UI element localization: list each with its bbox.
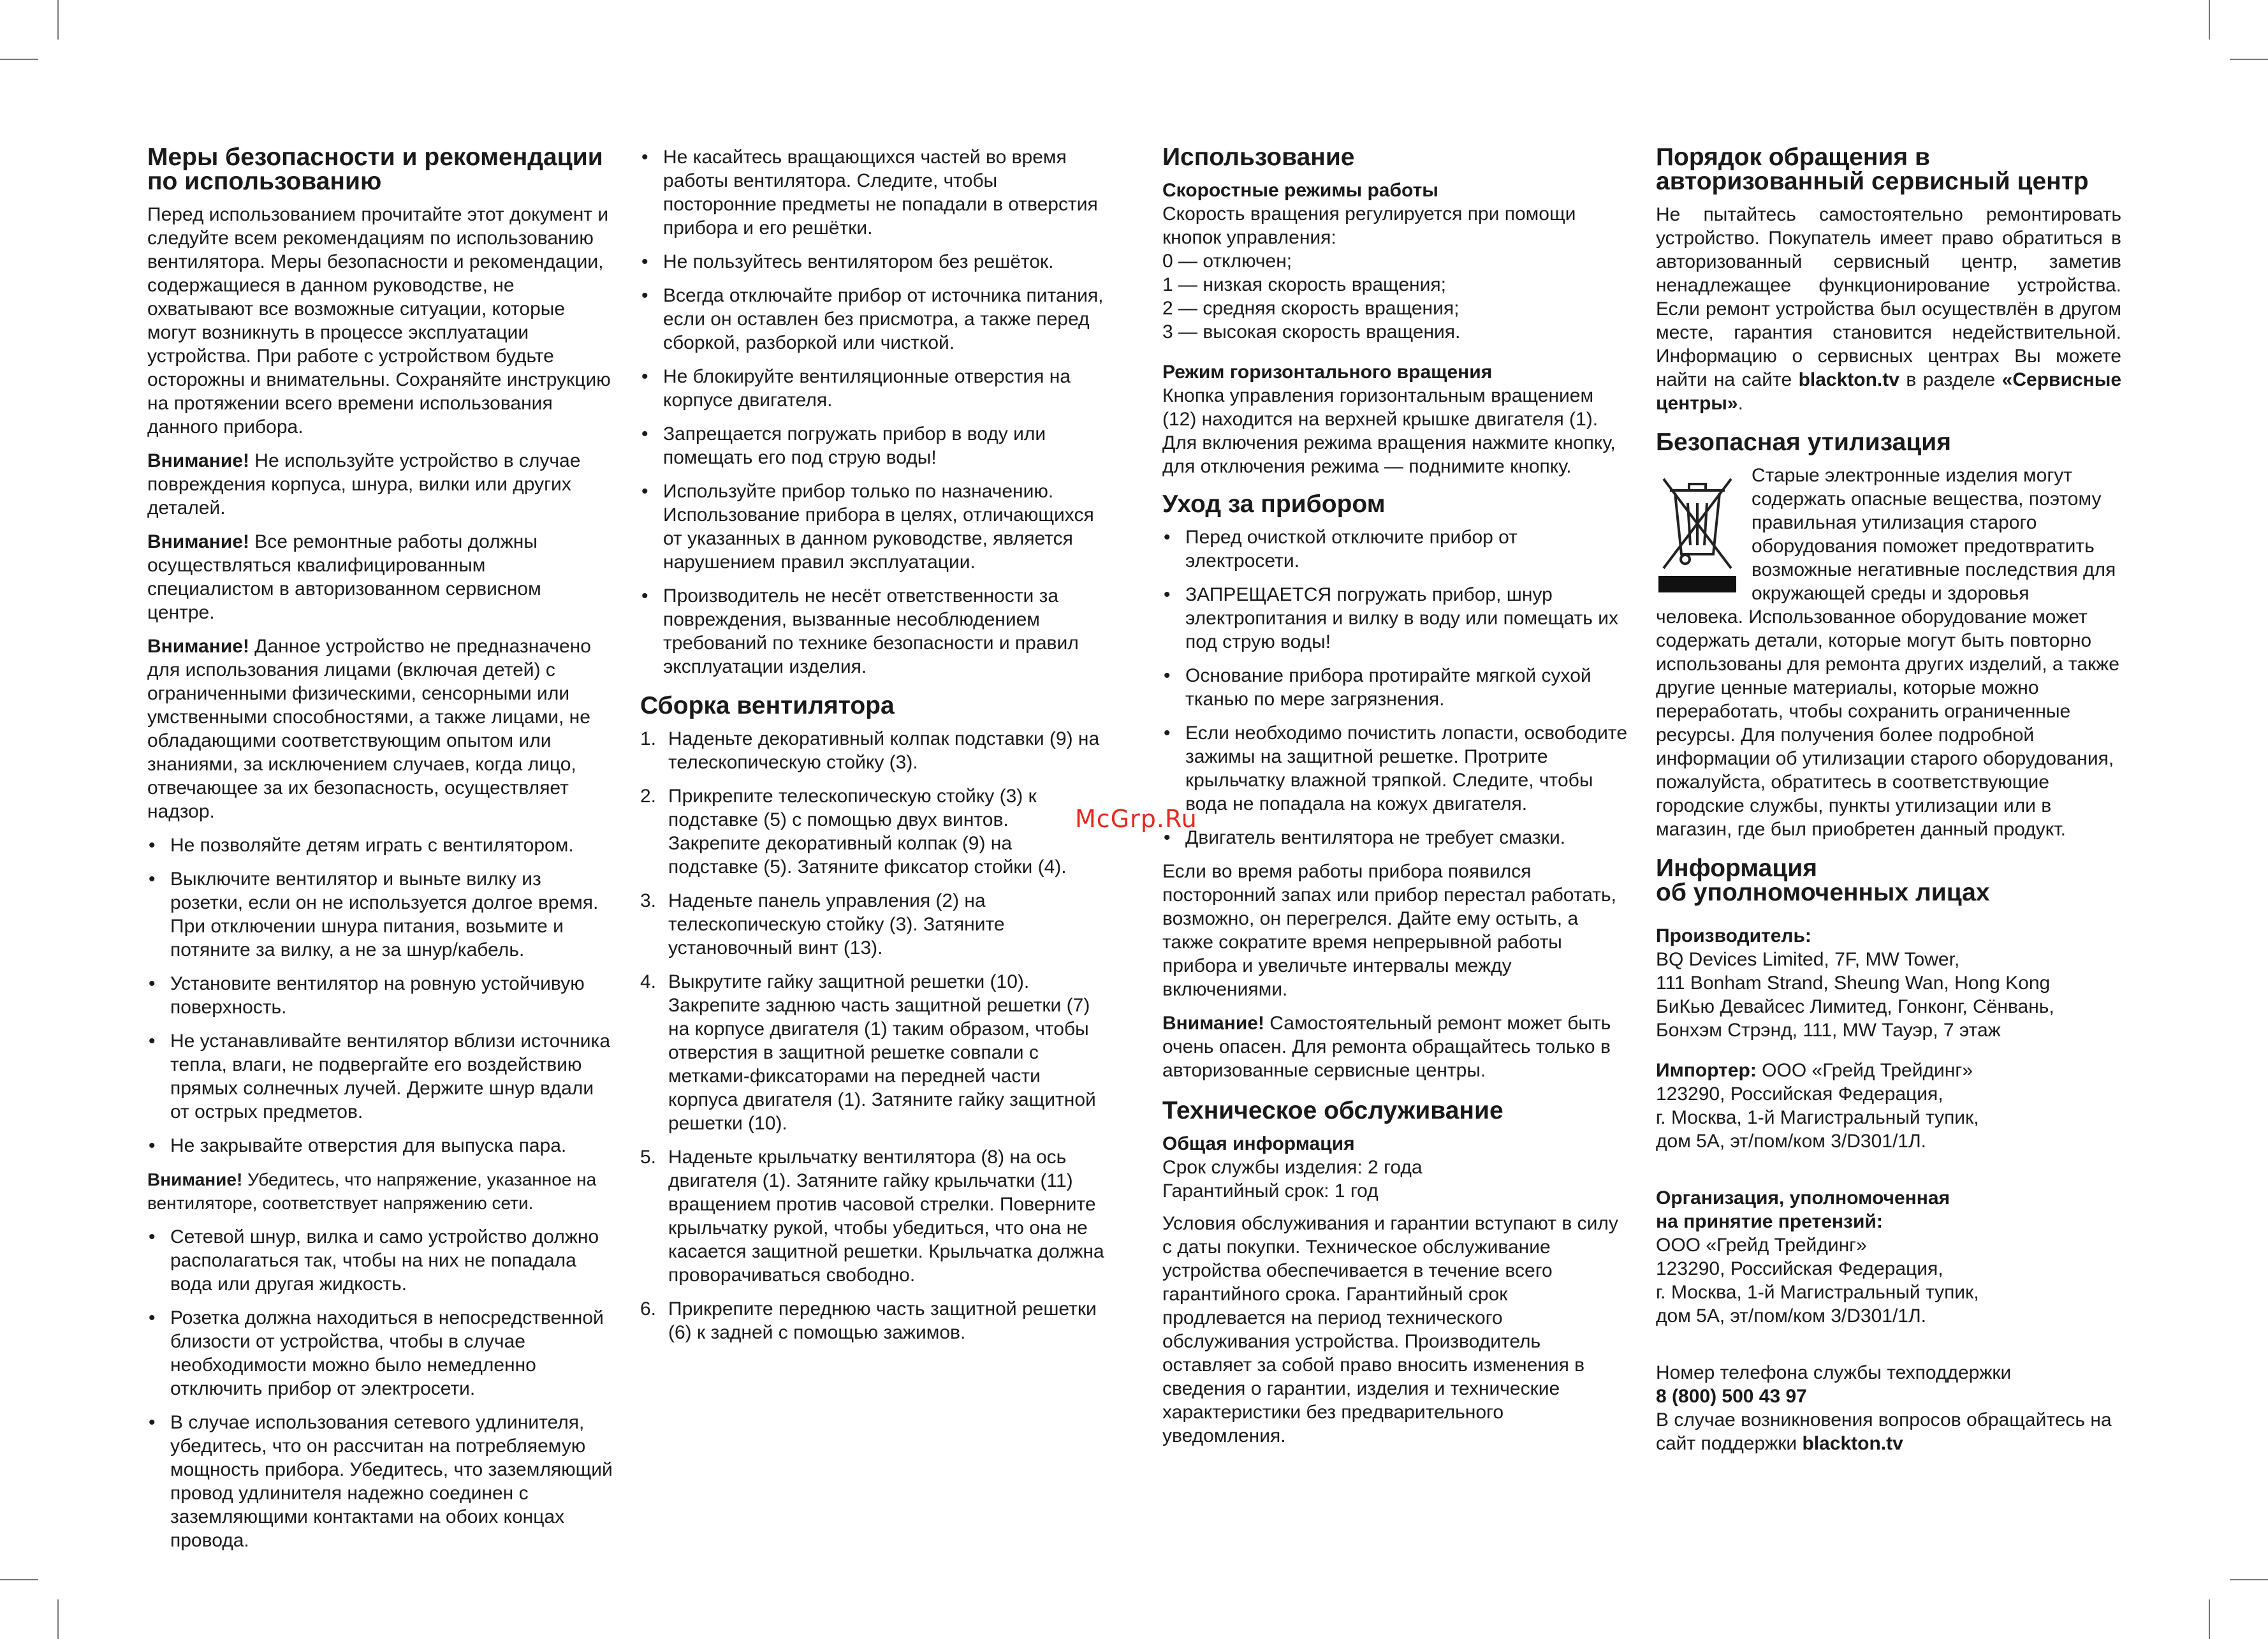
- warning-paragraph: [147, 1168, 613, 1215]
- list-item: • Не закрывайте отверстия для выпуска пара.: [147, 1134, 613, 1158]
- org-line: г. Москва, 1-й Магистральный тупик,: [1656, 1282, 1979, 1303]
- step-text: Наденьте декоративный колпак подставки (9) на телескопическую стойку (3).: [668, 728, 1100, 773]
- list-item: • Не блокируйте вентиляционные отверстия на корпусе двигателя.: [640, 365, 1106, 412]
- safety-list-3: [640, 145, 1106, 679]
- assembly-step: [640, 727, 1106, 774]
- crop-mark: [2230, 1579, 2268, 1580]
- support-text: [1656, 1408, 2121, 1455]
- maintenance-title: Техническое обслуживание: [1162, 1097, 1503, 1124]
- disposal-title: Безопасная утилизация: [1656, 429, 1951, 456]
- assembly-title: Сборка вентилятора: [640, 692, 895, 719]
- service-section-name: «Сервисные центры»: [1656, 369, 2122, 414]
- org-line: дом 5А, эт/пом/ком 3/D301/1Л.: [1656, 1305, 1927, 1327]
- manufacturer-line: БиКью Девайсес Лимитед, Гонконг, Сёнвань,: [1656, 996, 2054, 1017]
- crop-mark: [2209, 1599, 2210, 1639]
- service-title: Порядок обращения в авторизованный сервисный центр: [1656, 143, 2089, 195]
- column-safety: [147, 145, 613, 1562]
- safety-intro: Перед использованием прочитайте этот документ и следуйте всем рекомендациям по использованию вентилятора. Меры безопасности и рекомендации, содержащиеся в данном руководстве, не охватывают все возможные ситуации, которые могут возникнуть в процессе эксплуатации устройства. При работе с устройством будьте осторожны и внимательны. Сохраняйте инструкцию на протяжении всего времени использования данного прибора.: [147, 204, 611, 437]
- info-title-line: об уполномоченных лицах: [1656, 879, 1990, 906]
- speed-modes-title: Скоростные режимы работы: [1162, 180, 1438, 201]
- rotation-text: Кнопка управления горизонтальным вращением (12) находится на верхней крышке двигателя (1). Для включения режима вращения нажмите кнопку, для отключения режима — поднимите кнопку.: [1162, 385, 1616, 477]
- list-item: • ЗАПРЕЩАЕТСЯ погружать прибор, шнур электропитания и вилку в воду или помещать их под струю воды!: [1162, 583, 1628, 654]
- org-label: Организация, уполномоченная: [1656, 1187, 1950, 1209]
- safety-list: [147, 834, 613, 1158]
- assembly-step: [640, 784, 1106, 879]
- warning-label: Внимание!: [1162, 1013, 1264, 1034]
- assembly-step: [640, 1297, 1106, 1344]
- step-number: 4.: [640, 971, 657, 992]
- maintenance-text: Условия обслуживания и гарантии вступают в силу с даты покупки. Техническое обслуживание устройства обеспечивается в течение всего гарантийного срока. Гарантийный срок продлевается на период технического обслуживания устройства. Производитель оставляет за собой право вносить изменения в сведения о гарантии, изделия и технические характеристики без предварительного уведомления.: [1162, 1213, 1618, 1446]
- list-item: • Не касайтесь вращающихся частей во время работы вентилятора. Следите, чтобы посторонние предметы не попадали в отверстия прибора и его решётки.: [640, 145, 1106, 240]
- step-text: Наденьте крыльчатку вентилятора (8) на ось двигателя (1). Затяните гайку крыльчатки (11) вращением против часовой стрелки. Поверните крыльчатку рукой, чтобы убедиться, что она не касается защитной решетки. Крыльчатка должна проворачиваться свободно.: [668, 1147, 1104, 1286]
- importer-label: Импортер:: [1656, 1060, 1757, 1081]
- watermark: McGrp.Ru: [1075, 805, 1197, 833]
- service-text-part: .: [1738, 393, 1743, 414]
- general-info-title: Общая информация: [1162, 1133, 1355, 1154]
- importer-line: 123290, Российская Федерация,: [1656, 1084, 1943, 1105]
- service-text: [1656, 203, 2121, 415]
- list-item: • Не позволяйте детям играть с вентилятором.: [147, 834, 613, 857]
- assembly-step: [640, 889, 1106, 960]
- warning-paragraph: [1162, 1011, 1628, 1082]
- safety-title: Меры безопасности и рекомендации по использованию: [147, 143, 603, 195]
- speed-line: 0 — отключен;: [1162, 251, 1292, 272]
- phone-label: Номер телефона службы техподдержки: [1656, 1362, 2012, 1383]
- support-text-part: В случае возникновения вопросов обращайтесь на сайт поддержки: [1656, 1409, 2112, 1454]
- list-item: • Розетка должна находиться в непосредственной близости от устройства, чтобы в случае необходимости можно было немедленно отключить прибор от электросети.: [147, 1306, 613, 1400]
- list-item: • Всегда отключайте прибор от источника питания, если он оставлен без присмотра, а также перед сборкой, разборкой или чисткой.: [640, 284, 1106, 355]
- safety-list-2: [147, 1225, 613, 1552]
- service-site-link[interactable]: blackton.tv: [1798, 369, 1899, 390]
- odor-text: Если во время работы прибора появился посторонний запах или прибор перестал работать, возможно, он перегрелся. Дайте ему остыть, а также сократите время непрерывной работы прибора и увеличьте интервалы между включениями.: [1162, 861, 1616, 1000]
- info-title: [1656, 856, 2121, 905]
- support-phone[interactable]: 8 (800) 500 43 97: [1656, 1386, 1807, 1407]
- list-item: • Сетевой шнур, вилка и само устройство должно располагаться так, чтобы на них не попадала вода или другая жидкость.: [147, 1225, 613, 1296]
- list-item: • Перед очисткой отключите прибор от электросети.: [1162, 526, 1628, 573]
- warning-text: Самостоятельный ремонт может быть очень опасен. Для ремонта обращайтесь только в авторизованные сервисные центры.: [1162, 1013, 1611, 1081]
- usage-title: Использование: [1162, 143, 1355, 171]
- step-text: Наденьте панель управления (2) на телескопическую стойку (3). Затяните установочный винт (13).: [668, 890, 1005, 959]
- step-number: 5.: [640, 1147, 657, 1168]
- list-item: • Не пользуйтесь вентилятором без решёток.: [640, 250, 1106, 274]
- support-site-link[interactable]: blackton.tv: [1802, 1433, 1903, 1454]
- org-line: ООО «Грейд Трейдинг»: [1656, 1235, 1867, 1256]
- manufacturer-line: BQ Devices Limited, 7F, MW Tower,: [1656, 949, 1960, 970]
- warning-text: Данное устройство не предназначено для использования лицами (включая детей) с ограниченными физическими, сенсорными или умственными способностями, а также лицами, не обладающими соответствующим опытом или знаниями, за исключением случаев, когда лицо, отвечающее за их безопасность, осуществляет надзор.: [147, 636, 591, 822]
- step-text: Прикрепите переднюю часть защитной решетки (6) к задней с помощью зажимов.: [668, 1298, 1097, 1343]
- list-item: • Запрещается погружать прибор в воду или помещать его под струю воды!: [640, 422, 1106, 469]
- manufacturer-label: Производитель:: [1656, 925, 1811, 946]
- importer-line: [1656, 1059, 2121, 1082]
- warning-text: Все ремонтные работы должны осуществляться квалифицированным специалистом в авторизованном сервисном центре.: [147, 531, 541, 623]
- step-number: 2.: [640, 786, 657, 807]
- list-item: • Используйте прибор только по назначению. Использование прибора в целях, отличающихся от указанных в данном руководстве, является нарушением правил эксплуатации.: [640, 480, 1106, 574]
- list-item: • Если необходимо почистить лопасти, освободите зажимы на защитной решетке. Протрите крыльчатку влажной тряпкой. Следите, чтобы вода не попадала на кожух двигателя.: [1162, 721, 1628, 816]
- list-item: • Двигатель вентилятора не требует смазки.: [1162, 826, 1628, 849]
- weee-crossed-bin-icon: [1656, 466, 1739, 594]
- disposal-text: Старые электронные изделия могут содержать опасные вещества, поэтому правильная утилизация старого оборудования поможет предотвратить возможные негативные последствия для окружающей среды и здоровья человека. Использованное оборудование может содержать детали, которые могут быть повторно использованы для ремонта других изделий, а также другие ценные материалы, которые можно переработать, чтобы сохранить ограниченные ресурсы. Для получения более подробной информации об утилизации старого оборудования, пожалуйста, обратитесь в соответствующие городские службы, пункты утилизации или в магазин, где был приобретен данный продукт.: [1656, 465, 2119, 840]
- warning-paragraph: [147, 530, 613, 624]
- speed-line: 3 — высокая скорость вращения.: [1162, 321, 1461, 342]
- importer-line: дом 5А, эт/пом/ком 3/D301/1Л.: [1656, 1131, 1927, 1152]
- warning-label: Внимание!: [147, 531, 249, 552]
- service-life: Срок службы изделия: 2 года: [1162, 1157, 1423, 1178]
- crop-mark: [2230, 59, 2268, 60]
- speed-line: 2 — средняя скорость вращения;: [1162, 298, 1460, 319]
- importer-name: ООО «Грейд Трейдинг»: [1756, 1060, 1973, 1081]
- rotation-title: Режим горизонтального вращения: [1162, 362, 1493, 383]
- manufacturer-line: 111 Bonham Strand, Sheung Wan, Hong Kong: [1656, 973, 2051, 994]
- warning-text: Не используйте устройство в случае повреждения корпуса, шнура, вилки или других деталей.: [147, 450, 581, 518]
- service-text-part: в разделе: [1899, 369, 2002, 390]
- list-item: • Установите вентилятор на ровную устойчивую поверхность.: [147, 972, 613, 1019]
- service-text-part: Не пытайтесь самостоятельно ремонтировать устройство. Покупатель имеет право обратиться в авторизованный сервисный центр, заметив ненадлежащее функционирование устройства. Если ремонт устройства был осуществлён в другом месте, гарантия становится недействительной. Информацию о сервисных центрах Вы можете найти на сайте: [1656, 204, 2121, 390]
- crop-mark: [57, 0, 59, 40]
- step-number: 3.: [640, 890, 657, 911]
- speed-line: 1 — низкая скорость вращения;: [1162, 274, 1446, 295]
- manufacturer-line: Бонхэм Стрэнд, 111, MW Тауэр, 7 этаж: [1656, 1020, 2001, 1041]
- list-item: • В случае использования сетевого удлинителя, убедитесь, что он рассчитан на потребляемую мощность прибора. Убедитесь, что заземляющий провод удлинителя надежно соединен с заземляющими контактами на обоих концах провода.: [147, 1411, 613, 1552]
- care-title: Уход за прибором: [1162, 490, 1386, 518]
- crop-mark: [57, 1599, 59, 1639]
- step-text: Прикрепите телескопическую стойку (3) к подставке (5) с помощью двух винтов. Закрепите декоративный колпак (9) на подставке (5). Затяните фиксатор стойки (4).: [668, 786, 1067, 878]
- list-item: • Основание прибора протирайте мягкой сухой тканью по мере загрязнения.: [1162, 664, 1628, 711]
- step-number: 6.: [640, 1298, 657, 1319]
- list-item: • Не устанавливайте вентилятор вблизи источника тепла, влаги, не подвергайте его воздействию прямых солнечных лучей. Держите шнур вдали от острых предметов.: [147, 1029, 613, 1124]
- warning-label: Внимание!: [147, 450, 249, 471]
- warning-label: Внимание!: [147, 636, 249, 657]
- crop-mark: [0, 1579, 38, 1580]
- org-line: 123290, Российская Федерация,: [1656, 1258, 1943, 1279]
- list-item: • Производитель не несёт ответственности за повреждения, вызванные несоблюдением требований по технике безопасности и правил эксплуатации изделия.: [640, 584, 1106, 679]
- warranty-period: Гарантийный срок: 1 год: [1162, 1180, 1379, 1202]
- crop-mark: [0, 59, 38, 60]
- column-usage: [1162, 145, 1628, 1458]
- warning-paragraph: [147, 449, 613, 520]
- column-service: [1656, 145, 2121, 1455]
- warning-paragraph: [147, 635, 613, 823]
- importer-line: г. Москва, 1-й Магистральный тупик,: [1656, 1107, 1979, 1128]
- speed-line: Скорость вращения регулируется при помощи кнопок управления:: [1162, 203, 1576, 248]
- care-list: [1162, 526, 1628, 849]
- step-text: Выкрутите гайку защитной решетки (10). Закрепите заднюю часть защитной решетки (7) на корпусе двигателя (1) таким образом, чтобы отверстия в защитной решетке совпали с метками-фиксаторами на передней части корпуса двигателя (1). Затяните гайку защитной решетки (10).: [668, 971, 1096, 1134]
- info-title-line: Информация: [1656, 855, 1818, 882]
- warning-label: Внимание!: [147, 1170, 243, 1189]
- column-safety-assembly: [640, 145, 1106, 1355]
- assembly-step: [640, 970, 1106, 1135]
- list-item: • Выключите вентилятор и выньте вилку из розетки, если он не используется долгое время. При отключении шнура питания, возьмите и потяните за вилку, а не за шнур/кабель.: [147, 867, 613, 962]
- warning-text: Убедитесь, что напряжение, указанное на вентиляторе, соответствует напряжению сети.: [147, 1170, 597, 1213]
- org-label: на принятие претензий:: [1656, 1211, 1883, 1232]
- disposal-block: [1656, 464, 2121, 841]
- crop-mark: [2209, 0, 2210, 40]
- assembly-steps: [640, 727, 1106, 1344]
- step-number: 1.: [640, 728, 657, 749]
- assembly-step: [640, 1145, 1106, 1287]
